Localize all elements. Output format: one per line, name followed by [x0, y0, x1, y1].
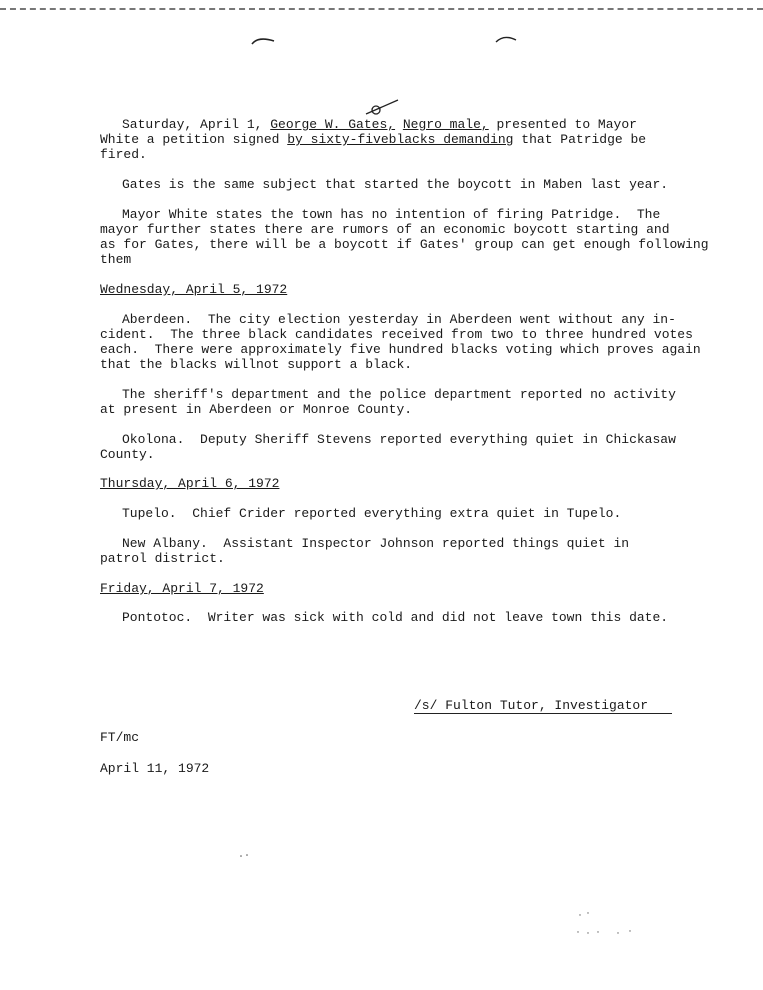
para-1-line-3: fired.	[100, 147, 147, 162]
para-4-line: Aberdeen. The city election yesterday in Aberdeen went without any in-	[122, 312, 676, 327]
text: Saturday, April 1,	[122, 117, 271, 132]
para-8-line: New Albany. Assistant Inspector Johnson reported things quiet in	[122, 536, 630, 551]
para-9: Pontotoc. Writer was sick with cold and did not leave town this date.	[122, 610, 669, 625]
date-heading-wednesday: Wednesday, April 5, 1972	[100, 282, 288, 297]
text: White a petition signed	[100, 132, 288, 147]
scan-speck	[238, 852, 252, 860]
para-2: Gates is the same subject that started the boycott in Maben last year.	[122, 177, 669, 192]
para-6-line: Okolona. Deputy Sheriff Stevens reported everything quiet in Chickasaw	[122, 432, 676, 447]
para-5-line: The sheriff's department and the police department reported no activity	[122, 387, 676, 402]
para-3-line: mayor further states there are rumors of an economic boycott starting and	[100, 222, 670, 237]
para-4-line: each. There were approximately five hundred blacks voting which proves again	[100, 342, 701, 357]
para-6-line: County.	[100, 447, 155, 462]
para-1-line-2	[100, 132, 646, 147]
para-7: Tupelo. Chief Crider reported everything extra quiet in Tupelo.	[122, 506, 622, 521]
pen-mark-right	[494, 34, 518, 46]
petition-detail: by sixty-fiveblacks demanding	[287, 132, 514, 147]
para-3-line: them	[100, 252, 132, 267]
signature-rule	[414, 713, 672, 714]
date-heading-thursday: Thursday, April 6, 1972	[100, 476, 280, 491]
para-3-line: as for Gates, there will be a boycott if Gates' group can get enough following	[100, 237, 709, 252]
para-3-line: Mayor White states the town has no intention of firing Patridge. The	[122, 207, 661, 222]
para-1-line-1	[122, 117, 637, 132]
memo-date: April 11, 1972	[100, 761, 210, 776]
text: presented to Mayor	[488, 117, 637, 132]
typist-initials: FT/mc	[100, 730, 140, 745]
signature-line: /s/ Fulton Tutor, Investigator	[414, 698, 649, 713]
scan-specks	[574, 910, 638, 936]
para-8-line: patrol district.	[100, 551, 225, 566]
para-4-line: that the blacks willnot support a black.	[100, 357, 413, 372]
date-heading-friday: Friday, April 7, 1972	[100, 581, 264, 596]
pen-mark-left	[250, 34, 276, 48]
subject-name: George W. Gates,	[270, 117, 396, 132]
page-top-edge	[0, 0, 763, 10]
para-4-line: cident. The three black candidates received from two to three hundred votes	[100, 327, 693, 342]
handwritten-annotation	[364, 98, 400, 118]
para-5-line: at present in Aberdeen or Monroe County.	[100, 402, 413, 417]
subject-description: Negro male,	[402, 117, 489, 132]
text	[395, 117, 403, 132]
text: that Patridge be	[513, 132, 647, 147]
